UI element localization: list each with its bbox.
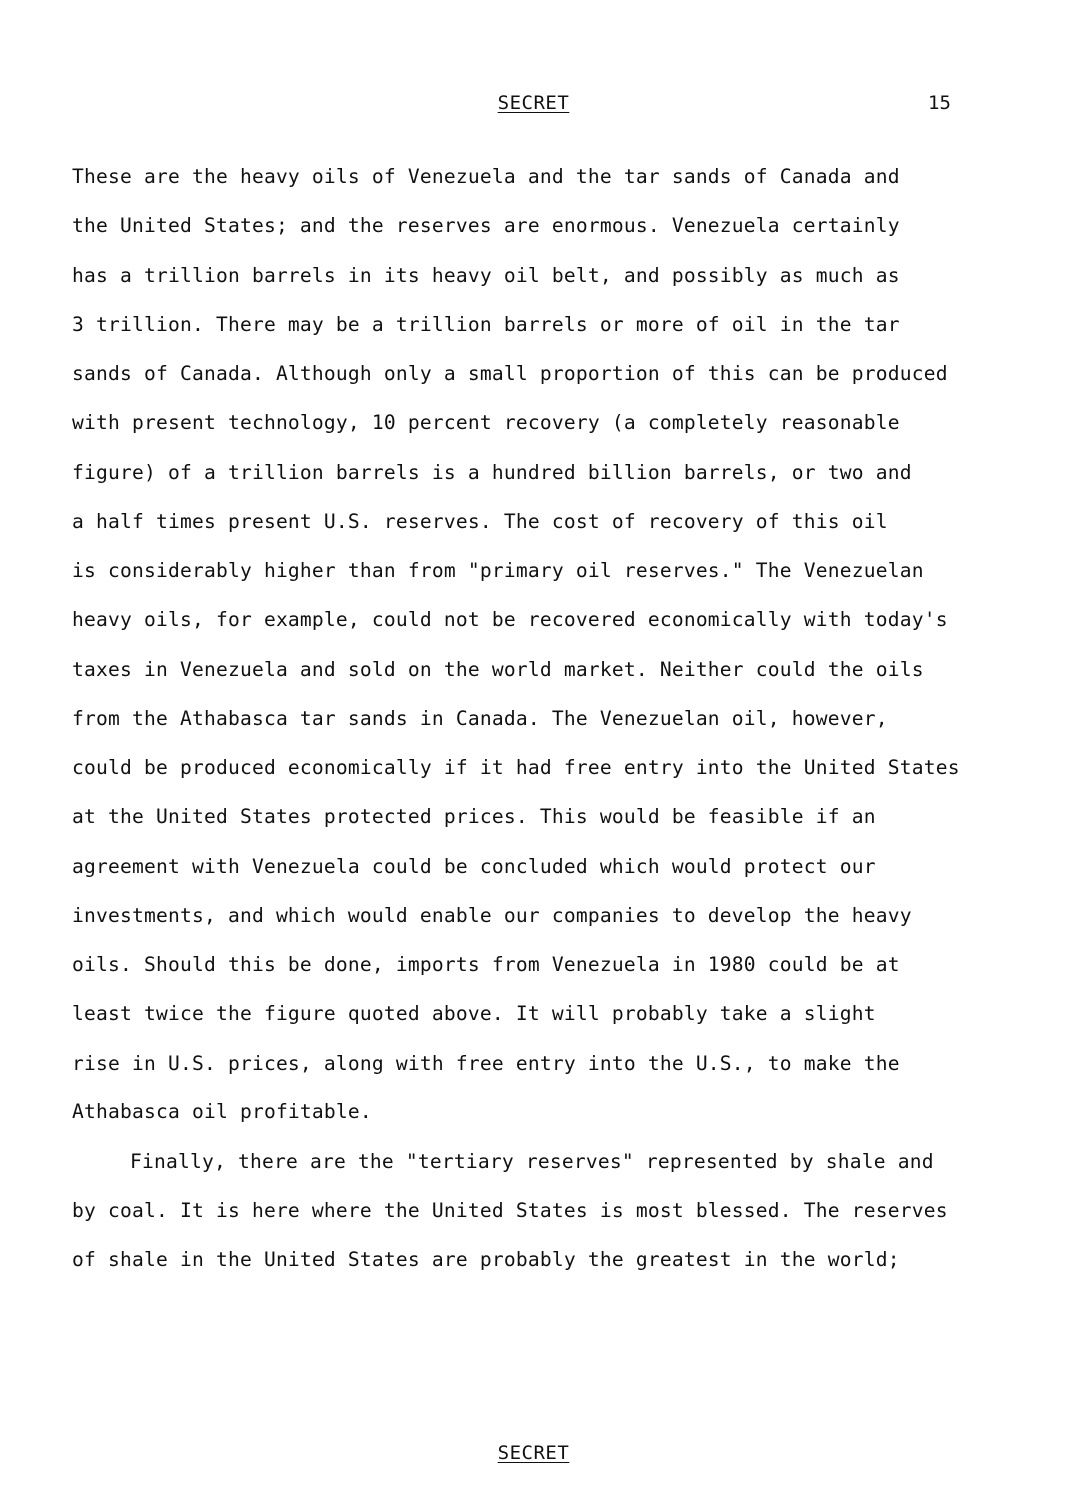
text-line: investments, and which would enable our companies to develop the heavy: [72, 904, 912, 927]
text-line: of shale in the United States are probably the greatest in the world;: [72, 1248, 900, 1271]
text-line: figure) of a trillion barrels is a hundred billion barrels, or two and: [72, 461, 912, 484]
text-line: Athabasca oil profitable.: [72, 1100, 372, 1123]
text-line: at the United States protected prices. This would be feasible if an: [72, 805, 876, 828]
header-classification-marking: SECRET: [497, 92, 570, 114]
text-line: the United States; and the reserves are enormous. Venezuela certainly: [72, 214, 900, 237]
text-line: Finally, there are the "tertiary reserves" represented by shale and: [130, 1150, 934, 1173]
page-number: 15: [928, 92, 951, 114]
text-line: These are the heavy oils of Venezuela and the tar sands of Canada and: [72, 165, 900, 188]
text-line: rise in U.S. prices, along with free entry into the U.S., to make the: [72, 1052, 900, 1075]
text-line: is considerably higher than from "primary oil reserves." The Venezuelan: [72, 559, 924, 582]
text-line: a half times present U.S. reserves. The cost of recovery of this oil: [72, 510, 888, 533]
text-line: least twice the figure quoted above. It will probably take a slight: [72, 1002, 876, 1025]
text-line: sands of Canada. Although only a small proportion of this can be produced: [72, 362, 948, 385]
text-line: 3 trillion. There may be a trillion barrels or more of oil in the tar: [72, 313, 900, 336]
text-line: from the Athabasca tar sands in Canada. The Venezuelan oil, however,: [72, 707, 888, 730]
text-line: taxes in Venezuela and sold on the world market. Neither could the oils: [72, 658, 924, 681]
text-line: has a trillion barrels in its heavy oil belt, and possibly as much as: [72, 264, 900, 287]
text-line: with present technology, 10 percent recovery (a completely reasonable: [72, 411, 900, 434]
footer-classification-marking: SECRET: [497, 1442, 570, 1464]
text-line: heavy oils, for example, could not be recovered economically with today's: [72, 608, 948, 631]
text-line: agreement with Venezuela could be concluded which would protect our: [72, 855, 876, 878]
text-line: by coal. It is here where the United States is most blessed. The reserves: [72, 1199, 948, 1222]
text-line: could be produced economically if it had free entry into the United States: [72, 756, 960, 779]
text-line: oils. Should this be done, imports from Venezuela in 1980 could be at: [72, 953, 900, 976]
